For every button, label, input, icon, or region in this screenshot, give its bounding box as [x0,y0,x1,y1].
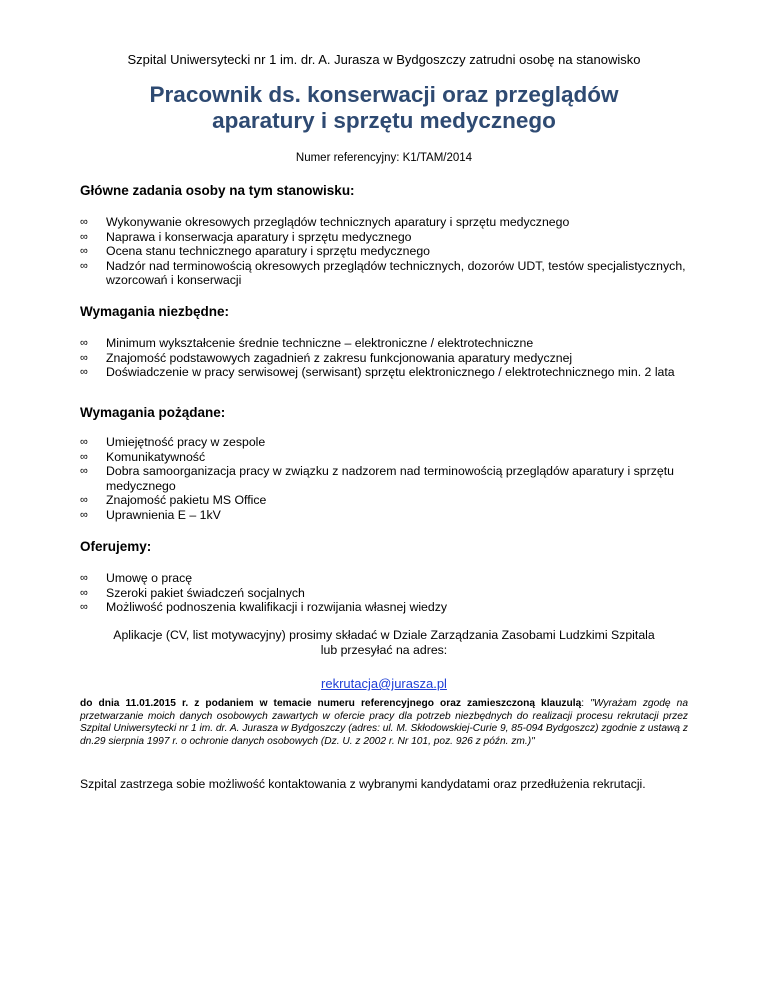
section-heading: Wymagania pożądane: [80,405,226,420]
list-item: ∞ Znajomość podstawowych zagadnień z zakresu funkcjonowania aparatury medycznej [80,350,573,365]
list-item: ∞ Doświadczenie w pracy serwisowej (serwisant) sprzętu elektronicznego / elektrotechnicznego min. 2 lata [80,365,675,379]
list-item: ∞ Wykonywanie okresowych przeglądów technicznych aparatury i sprzętu medycznego [80,215,570,229]
infinity-bullet-icon: ∞ [80,601,88,613]
list-item: ∞ Szeroki pakiet świadczeń socjalnych [80,585,305,600]
requirements-list [80,336,690,380]
infinity-bullet-icon: ∞ [80,450,88,463]
section-heading: Główne zadania osoby na tym stanowisku: [80,183,355,198]
application-line-2: lub przesyłać na adres: [320,643,448,657]
list-item: ∞ Uprawnienia E – 1kV [80,507,221,522]
intro-text: Szpital Uniwersytecki nr 1 im. dr. A. Jurasza w Bydgoszczy zatrudni osobę na stanowisko [127,52,641,67]
list-item: ∞ Dobra samoorganizacja pracy w związku z nadzorem nad terminowością przeglądów aparatury i sprzętu medycznego [80,464,674,493]
offer-list [80,571,690,615]
list-item: ∞ Komunikatywność [80,449,206,464]
list-item: ∞ Minimum wykształcenie średnie techniczne – elektroniczne / elektrotechniczne [80,336,534,350]
section-heading: Oferujemy: [80,539,152,554]
infinity-bullet-icon: ∞ [80,436,88,448]
list-item: ∞ Umowę o pracę [80,571,193,585]
deadline-text: do dnia 11.01.2015 r. z podaniem w temacie numeru referencyjnego oraz zamieszczoną klauzulą [80,698,582,709]
list-item: ∞ Znajomość pakietu MS Office [80,493,267,507]
job-title-line-1: Pracownik ds. konserwacji oraz przeglądów [149,82,619,107]
infinity-bullet-icon: ∞ [80,245,88,257]
list-item: ∞ Nadzór nad terminowością okresowych przeglądów technicznych, dozorów UDT, testów specjalistycznych, wzorcowań i konserwacji [80,258,686,287]
infinity-bullet-icon: ∞ [80,572,88,584]
infinity-bullet-icon: ∞ [80,586,88,599]
infinity-bullet-icon: ∞ [80,351,88,364]
email-link[interactable]: rekrutacja@jurasza.pl [321,676,447,691]
infinity-bullet-icon: ∞ [80,216,88,228]
list-item: ∞ Umiejętność pracy w zespole [80,435,266,449]
application-instructions [80,628,688,658]
infinity-bullet-icon: ∞ [80,366,88,378]
desired-list [80,435,690,522]
consent-quote: "Wyrażam zgodę na przetwarzanie moich danych osobowych zawartych w ofercie pracy dla potrzeb niezbędnych do realizacji procesu rekrutacji przez Szpital Uniwersytecki nr 1 im. dr. A. Jurasza w Bydgoszczy (adres: ul. M. Skłodowskiej-Curie 9, 85-094 Bydgoszcz) zgodnie z ustawą z dn.29 sierpnia 1997 r. o ochronie danych osobowych (Dz. U. z 2002 r. Nr 101, poz. 926 z późn. zm.)" [80,698,688,747]
infinity-bullet-icon: ∞ [80,494,88,506]
section-heading: Wymagania niezbędne: [80,304,230,319]
infinity-bullet-icon: ∞ [80,508,88,521]
section-desired [80,405,690,522]
job-title-line-2: aparatury i sprzętu medycznego [212,108,556,133]
consent-clause: do dnia 11.01.2015 r. z podaniem w temacie numeru referencyjnego oraz zamieszczoną klauzulą: "Wyrażam zgodę na przetwarzanie moich danych osobowych zawartych w ofercie pracy dla potrzeb niezbędnych do realizacji procesu rekrutacji przez Szpital Uniwersytecki nr 1 im. dr. A. Jurasza w Bydgoszczy (adres: ul. M. Skłodowskiej-Curie 9, 85-094 Bydgoszcz) zgodnie z ustawą z dn.29 sierpnia 1997 r. o ochronie danych osobowych (Dz. U. z 2002 r. Nr 101, poz. 926 z późn. zm.)" [80,698,688,747]
section-offer [80,539,690,615]
application-line-1: Aplikacje (CV, list motywacyjny) prosimy składać w Dziale Zarządzania Zasobami Ludzkimi Szpitala [113,628,655,642]
task-list [80,215,690,288]
reference-number: Numer referencyjny: K1/TAM/2014 [295,152,473,164]
infinity-bullet-icon: ∞ [80,337,88,349]
list-item: ∞ Naprawa i konserwacja aparatury i sprzętu medycznego [80,229,412,244]
infinity-bullet-icon: ∞ [80,230,88,243]
job-title [0,82,768,134]
contact-email [0,676,768,691]
infinity-bullet-icon: ∞ [80,465,88,477]
list-item: ∞ Ocena stanu technicznego aparatury i sprzętu medycznego [80,244,431,258]
closing-note: Szpital zastrzega sobie możliwość kontaktowania z wybranymi kandydatami oraz przedłużenia rekrutacji. [80,777,646,791]
list-item: ∞ Możliwość podnoszenia kwalifikacji i rozwijania własnej wiedzy [80,600,448,614]
section-requirements [80,304,690,380]
infinity-bullet-icon: ∞ [80,259,88,272]
section-main-tasks [80,183,690,288]
